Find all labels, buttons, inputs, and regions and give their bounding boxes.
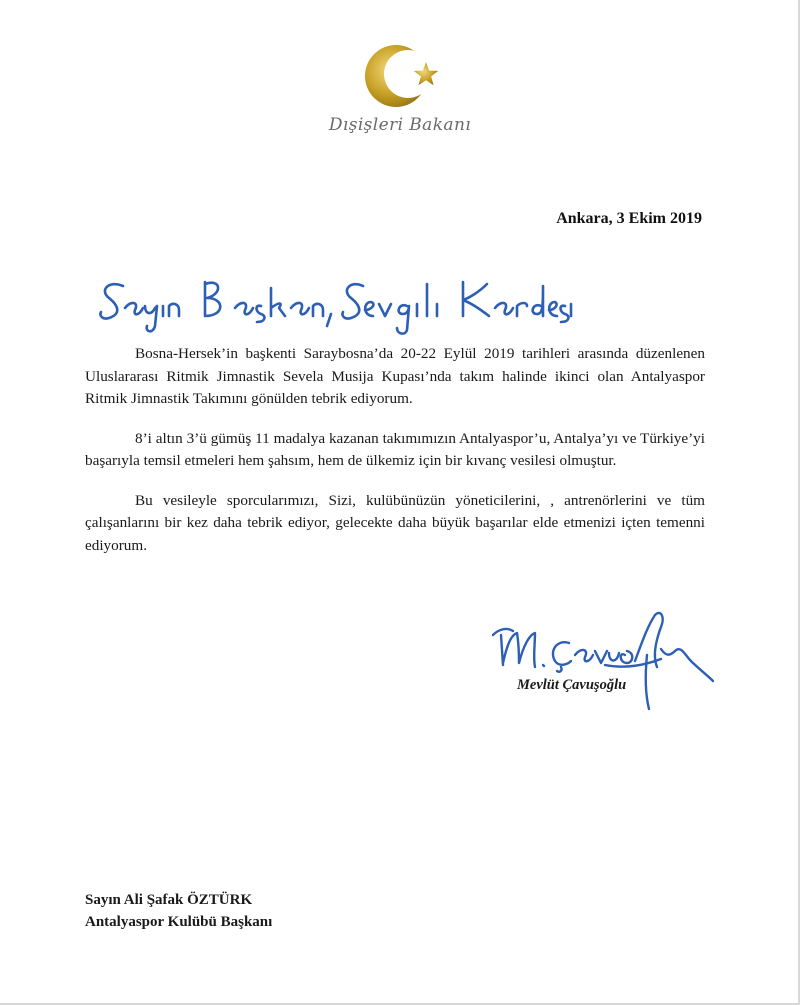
- recipient-block: [85, 889, 272, 933]
- ministry-title: Dışişleri Bakanı: [328, 115, 472, 135]
- signer-name: Mevlüt Çavuşoğlu: [517, 677, 627, 693]
- letter-body: [85, 343, 705, 574]
- body-paragraph-1: Bosna-Hersek’in başkenti Saraybosna’da 20-22 Eylül 2019 tarihleri arasında düzenlenen Uluslararası Ritmik Jimnastik Sevela Musija Kupası’nda takım halinde ikinci olan Antalyaspor Ritmik Jimnastik Takımını gönülden tebrik ediyorum.: [85, 345, 705, 407]
- handwritten-signature: [485, 605, 715, 715]
- recipient-name: Sayın Ali Şafak ÖZTÜRK: [85, 892, 253, 908]
- body-paragraph-3: Bu vesileyle sporcularımızı, Sizi, kulübünüzün yöneticilerini, , antrenörlerini ve tüm çalışanlarını bir kez daha tebrik ediyor, gelecekte daha büyük başarılar elde etmenizi içten temenni ediyorum.: [85, 491, 705, 554]
- crescent-star-emblem-icon: [358, 38, 446, 114]
- place-date: Ankara, 3 Ekim 2019: [556, 210, 702, 227]
- body-paragraph-2: 8’i altın 3’ü gümüş 11 madalya kazanan takımımızın Antalyaspor’u, Antalya’yı ve Türkiye’yi başarıyla temsil etmeleri hem şahsım, hem de ülkemiz için bir kıvanç vesilesi olmuştur.: [85, 429, 705, 469]
- recipient-title: Antalyaspor Kulübü Başkanı: [85, 914, 273, 930]
- handwritten-salutation: [95, 268, 575, 338]
